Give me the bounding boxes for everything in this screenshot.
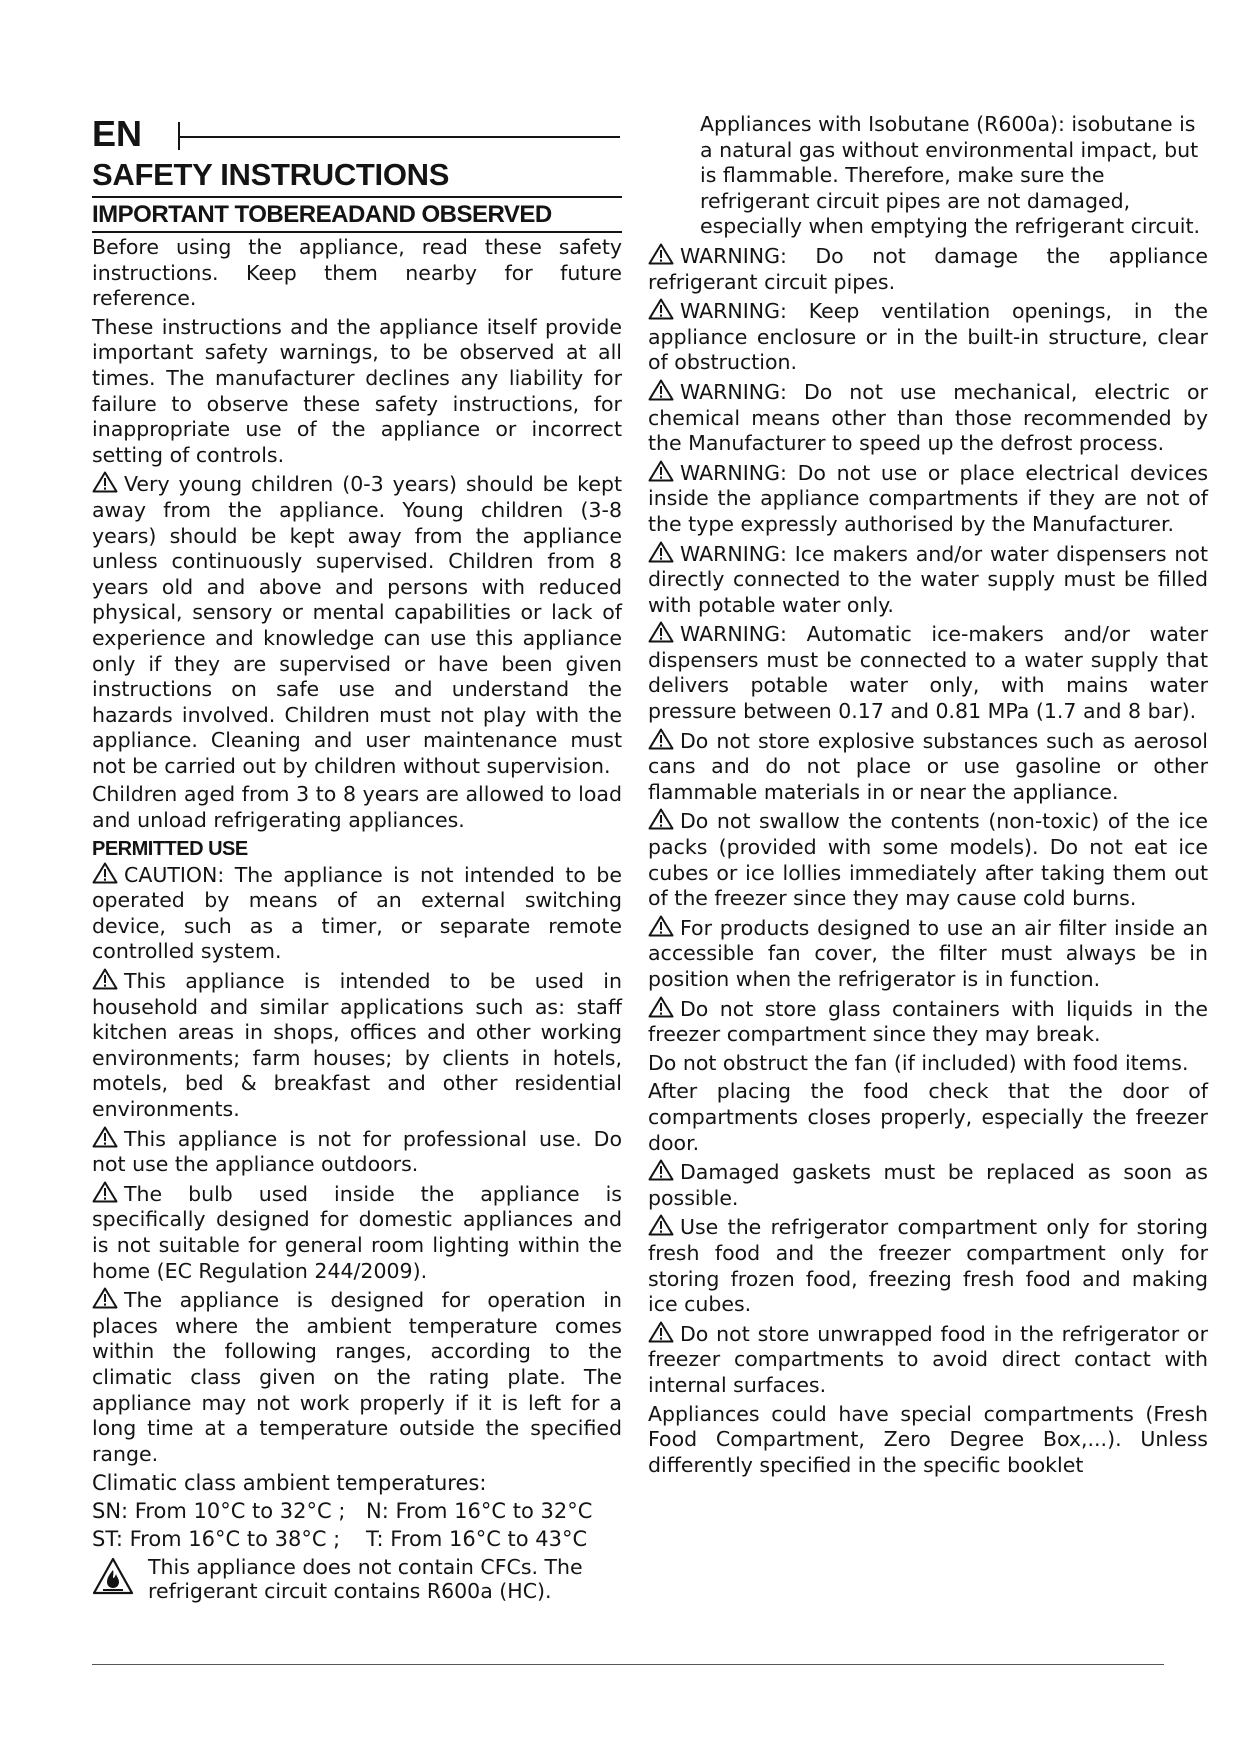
climatic-row-1 xyxy=(92,1498,622,1525)
warning-triangle-icon xyxy=(648,1159,674,1181)
climatic-heading xyxy=(92,1470,622,1497)
compartment-use-paragraph xyxy=(648,1214,1208,1317)
flammable-warning-icon xyxy=(92,1557,134,1595)
professional-paragraph xyxy=(92,1126,622,1178)
glass-paragraph xyxy=(648,996,1208,1048)
warning-triangle-icon xyxy=(92,1126,118,1148)
climatic-t: T: From 16°C to 43°C xyxy=(366,1527,588,1552)
warning-electrical xyxy=(648,460,1208,538)
warning-triangle-icon xyxy=(648,298,674,320)
explosive-text: Do not store explosive substances such as aerosol cans and do not place or use gasoline or other flammable materials in or near the appliance. xyxy=(648,728,1208,804)
door-check-paragraph: After placing the food check that the door of compartments closes properly, especially the freezer door. xyxy=(648,1079,1208,1155)
warning-pipes xyxy=(648,243,1208,295)
subtitle-rule xyxy=(92,231,622,233)
language-code-text: EN xyxy=(92,113,143,154)
warning-defrost xyxy=(648,379,1208,457)
compartment-use-text: Use the refrigerator compartment only for storing fresh food and the freezer compartment only for storing frozen food, freezing fresh food and making ice cubes. xyxy=(648,1215,1208,1317)
isobutane-paragraph: Appliances with Isobutane (R600a): isobutane is a natural gas without environmental impact, but is flammable. Therefore, make sure the refrigerant circuit pipes are not damaged, especially when emptying the refrigerant circuit. xyxy=(700,112,1201,239)
warning-triangle-icon xyxy=(648,1321,674,1343)
ambient-paragraph xyxy=(92,1287,622,1467)
children-loading-paragraph: Children aged from 3 to 8 years are allowed to load and unload refrigerating appliances. xyxy=(92,782,622,833)
warning-triangle-icon xyxy=(92,862,118,884)
intro-paragraph-2: These instructions and the appliance itself provide important safety warnings, to be observed at all times. The manufacturer declines any liability for failure to observe these safety instructions, for inappropriate use of the appliance or incorrect setting of controls. xyxy=(92,314,622,467)
caution-text: CAUTION: The appliance is not intended to be operated by means of an external switching device, such as a timer, or separate remote controlled system. xyxy=(92,862,622,964)
household-text: This appliance is intended to be used in household and similar applications such as: staff kitchen areas in shops, offices and other working environments; farm houses; by clients in hotels, motels, bed & breakfast and other residential environments. xyxy=(92,969,622,1121)
page-title: SAFETY INSTRUCTIONS xyxy=(92,157,450,192)
cfc-notice xyxy=(92,1555,622,1603)
warning-icemakers-text: WARNING: Ice makers and/or water dispensers not directly connected to the water supply must be filled with potable water only. xyxy=(648,541,1208,617)
warning-triangle-icon xyxy=(648,1214,674,1236)
air-filter-text: For products designed to use an air filter inside an accessible fan cover, the filter must always be in position when the refrigerator is in function. xyxy=(648,915,1208,991)
special-compartments-paragraph: Appliances could have special compartments (Fresh Food Compartment, Zero Degree Box,...). Unless differently specified in the specific booklet xyxy=(648,1401,1208,1477)
warning-automatic-text: WARNING: Automatic ice-makers and/or water dispensers must be connected to a water supply that delivers potable water only, with mains water pressure between 0.17 and 0.81 MPa (1.7 and 8 bar). xyxy=(648,622,1208,724)
title-rule xyxy=(92,196,622,198)
header-rule xyxy=(178,136,620,138)
glass-text: Do not store glass containers with liquids in the freezer compartment since they may break. xyxy=(648,996,1208,1047)
footer-rule xyxy=(92,1664,1164,1665)
warning-icemakers xyxy=(648,541,1208,619)
unwrapped-text: Do not store unwrapped food in the refrigerator or freezer compartments to avoid direct contact with internal surfaces. xyxy=(648,1321,1208,1397)
warning-triangle-icon xyxy=(92,1181,118,1203)
household-paragraph xyxy=(92,968,622,1123)
warning-triangle-icon xyxy=(92,1287,118,1309)
explosive-paragraph xyxy=(648,728,1208,806)
children-text: Very young children (0-3 years) should be kept away from the appliance. Young children (3-8 years) should be kept away from the appliance unless continuously supervised. Children from 8 years old and above and persons with reduced physical, sensory or mental capabilities or lack of experience and knowledge can use this appliance only if they are supervised or have been given instructions on safe use and understand the hazards involved. Children must not play with the appliance. Cleaning and user maintenance must not be carried out by children without supervision. xyxy=(92,472,622,778)
bulb-text: The bulb used inside the appliance is specifically designed for domestic appliances and is not suitable for general room lighting within the home (EC Regulation 244/2009). xyxy=(92,1181,622,1283)
climatic-st: ST: From 16°C to 38°C ; xyxy=(92,1527,341,1552)
warning-ventilation xyxy=(648,298,1208,376)
warning-triangle-icon xyxy=(648,541,674,563)
language-code xyxy=(92,112,622,156)
intro-paragraph-1: Before using the appliance, read these safety instructions. Keep them nearby for future reference. xyxy=(92,235,622,311)
warning-triangle-icon xyxy=(648,379,674,401)
warning-triangle-icon xyxy=(92,968,118,990)
warning-ventilation-text: WARNING: Keep ventilation openings, in the appliance enclosure or in the built-in structure, clear of obstruction. xyxy=(648,299,1208,375)
unwrapped-paragraph xyxy=(648,1321,1208,1399)
warning-triangle-icon xyxy=(648,460,674,482)
fan-paragraph: Do not obstruct the fan (if included) with food items. xyxy=(648,1050,1189,1075)
ambient-text: The appliance is designed for operation in places where the ambient temperature comes within the following ranges, according to the climatic class given on the rating plate. The appliance may not work properly if it is left for a long time at a temperature outside the specified range. xyxy=(92,1288,622,1466)
warning-pipes-text: WARNING: Do not damage the appliance refrigerant circuit pipes. xyxy=(648,243,1208,294)
cfc-text: This appliance does not contain CFCs. The refrigerant circuit contains R600a (HC). xyxy=(148,1555,583,1604)
climatic-n: N: From 16°C to 32°C xyxy=(366,1499,593,1524)
warning-triangle-icon xyxy=(648,915,674,937)
ice-packs-paragraph xyxy=(648,808,1208,911)
warning-electrical-text: WARNING: Do not use or place electrical devices inside the appliance compartments if they are not of the type expressly authorised by the Manufacturer. xyxy=(648,460,1208,536)
gaskets-text: Damaged gaskets must be replaced as soon as possible. xyxy=(648,1160,1208,1210)
warning-automatic xyxy=(648,621,1208,724)
climatic-sn: SN: From 10°C to 32°C ; xyxy=(92,1499,346,1524)
warning-triangle-icon xyxy=(648,728,674,750)
warning-triangle-icon xyxy=(648,996,674,1018)
page-subtitle: IMPORTANT TOBEREADAND OBSERVED xyxy=(92,201,552,228)
air-filter-paragraph xyxy=(648,915,1208,993)
caution-paragraph xyxy=(92,862,622,965)
right-column xyxy=(648,112,1208,1481)
warning-triangle-icon xyxy=(92,471,118,493)
ice-packs-text: Do not swallow the contents (non-toxic) of the ice packs (provided with some models). Do not eat ice cubes or ice lollies immediately after taking them out of the freezer since they may cause cold burns. xyxy=(648,809,1208,911)
gaskets-paragraph xyxy=(648,1159,1208,1211)
warning-triangle-icon xyxy=(648,243,674,265)
professional-text: This appliance is not for professional use. Do not use the appliance outdoors. xyxy=(92,1126,622,1177)
left-column xyxy=(92,112,622,1603)
climatic-heading-text: Climatic class ambient temperatures: xyxy=(92,1471,487,1496)
children-paragraph xyxy=(92,471,622,779)
warning-defrost-text: WARNING: Do not use mechanical, electric or chemical means other than those recommended by the Manufacturer to speed up the defrost process. xyxy=(648,379,1208,456)
permitted-use-heading: PERMITTED USE xyxy=(92,837,248,860)
warning-triangle-icon xyxy=(648,808,674,830)
bulb-paragraph xyxy=(92,1181,622,1284)
warning-triangle-icon xyxy=(648,621,674,643)
climatic-row-2 xyxy=(92,1526,622,1553)
